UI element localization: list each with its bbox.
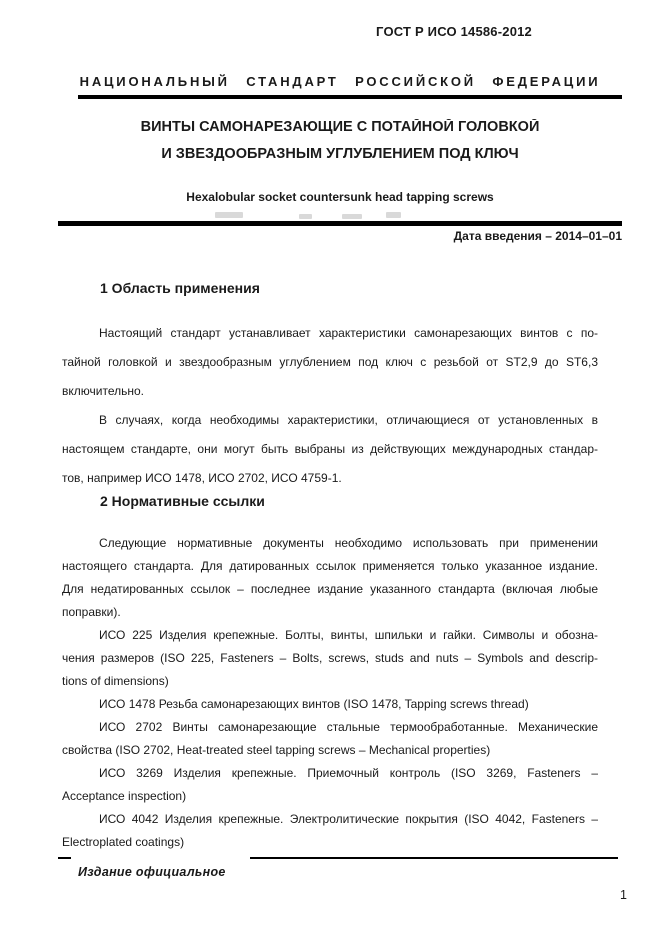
text-line: ИСО 4042 Изделия крепежные. Электролитические покрытия (ISO 4042, Fasteners – (99, 812, 598, 826)
text-line: включительно. (62, 384, 144, 398)
text-line: поправки). (62, 605, 121, 619)
document-title-line-2: И ЗВЕЗДООБРАЗНЫМ УГЛУБЛЕНИЕМ ПОД КЛЮЧ (161, 146, 519, 162)
text-line: Electroplated coatings) (62, 835, 185, 849)
redacted-text-remnant (215, 212, 243, 218)
document-title-english: Hexalobular socket countersunk head tapping screws (186, 190, 494, 204)
redacted-text-remnant (386, 212, 401, 218)
section-heading: 1 Область применения (100, 280, 260, 296)
redacted-text-remnant (342, 214, 362, 219)
text-line: ИСО 2702 Винты самонарезающие стальные термообработанные. Механические (99, 720, 598, 734)
section-heading: 2 Нормативные ссылки (100, 493, 265, 509)
text-line: чения размеров (ISO 225, Fasteners – Bolts, screws, studs and nuts – Symbols and descrip- (62, 651, 598, 665)
text-line: ИСО 225 Изделия крепежные. Болты, винты, шпильки и гайки. Символы и обозна- (99, 628, 598, 642)
text-line: Следующие нормативные документы необходимо использовать при применении (99, 536, 598, 550)
national-standard-banner: НАЦИОНАЛЬНЫЙ СТАНДАРТ РОССИЙСКОЙ ФЕДЕРАЦИИ (79, 74, 601, 89)
text-line: настоящем стандарте, они могут быть выбраны из действующих международных стандар- (62, 442, 598, 456)
title-separator-rule (58, 221, 622, 226)
text-line: ИСО 1478 Резьба самонарезающих винтов (ISO 1478, Tapping screws thread) (99, 697, 529, 711)
text-line: tions of dimensions) (62, 674, 169, 688)
text-line: Настоящий стандарт устанавливает характеристики самонарезающих винтов с по- (99, 326, 598, 340)
redacted-text-remnant (299, 214, 312, 219)
text-line: тайной головкой и звездообразным углублением под ключ с резьбой от ST2,9 до ST6,3 (62, 355, 598, 369)
page-number: 1 (620, 888, 627, 902)
section-body (62, 532, 598, 854)
text-line: ИСО 3269 Изделия крепежные. Приемочный контроль (ISO 3269, Fasteners – (99, 766, 598, 780)
official-edition-label: Издание официальное (78, 865, 226, 879)
sections (62, 280, 598, 854)
text-line: настоящего стандарта. Для датированных ссылок применяется только указанное издание. (62, 559, 598, 573)
introduction-date: Дата введения – 2014–01–01 (453, 229, 622, 243)
text-line: тов, например ИСО 1478, ИСО 2702, ИСО 4759-1. (62, 471, 342, 485)
header-rule (78, 95, 622, 99)
document-title-line-1: ВИНТЫ САМОНАРЕЗАЮЩИЕ С ПОТАЙНОЙ ГОЛОВКОЙ (140, 119, 540, 135)
footnote-rule (250, 857, 618, 859)
text-line: В случаях, когда необходимы характеристики, отличающиеся от установленных в (99, 413, 598, 427)
text-line: Acceptance inspection) (62, 789, 187, 803)
footnote-dash (58, 857, 71, 859)
section-body (62, 319, 598, 493)
doc-code-header: ГОСТ Р ИСО 14586-2012 (376, 24, 532, 39)
text-line: Для недатированных ссылок – последнее издание указанного стандарта (включая любые (62, 582, 598, 596)
text-line: свойства (ISO 2702, Heat-treated steel tapping screws – Mechanical properties) (62, 743, 491, 757)
